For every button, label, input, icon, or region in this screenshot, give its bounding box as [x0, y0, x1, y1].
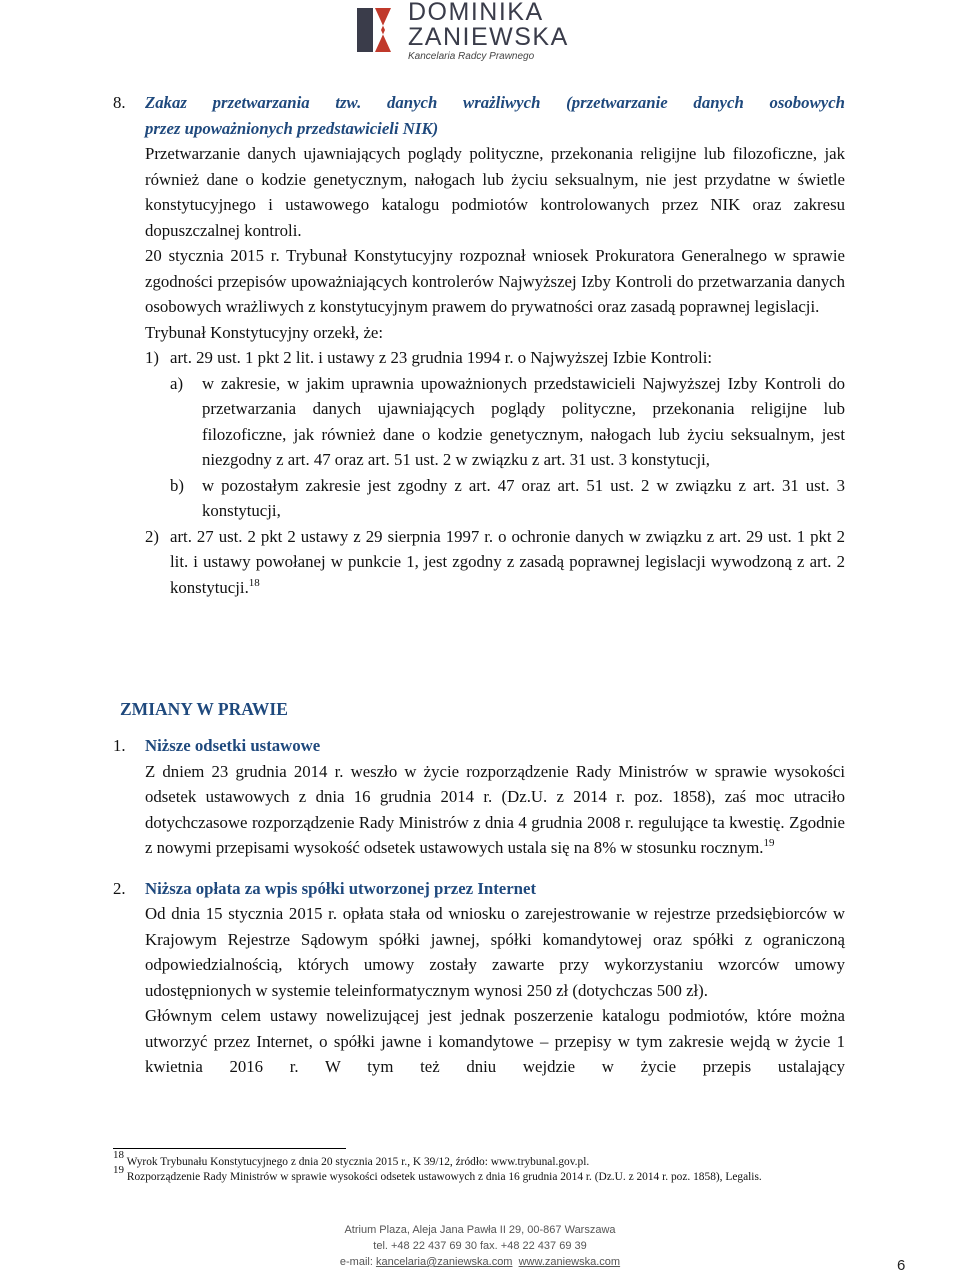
footnote-18: $^{18}$ Wyrok Trybunału Konstytucyjnego z dnia 20 stycznia 2015 r., K 39/12, źródło: www.trybunal.gov.pl.: [113, 1149, 590, 1168]
footer-contact: e-mail: kancelaria@zaniewska.com www.zaniewska.com: [339, 1256, 621, 1268]
footnotes: [113, 1149, 845, 1184]
ruling-item-1: 1) art. 29 ust. 1 pkt 2 lit. i ustawy z 23 grudnia 1994 r. o Najwyższej Izbie Kontroli:: [145, 348, 713, 367]
company-logo: [355, 0, 605, 60]
logo-name: DOMINIKA ZANIEWSKA: [408, 0, 569, 51]
logo-subtitle: Kancelaria Radcy Prawnego: [408, 51, 535, 62]
footnote-divider: [113, 1148, 346, 1149]
ruling-intro: Trybunał Konstytucyjny orzekł, że:: [145, 322, 384, 342]
footnote-19: $^{19}$ Rozporządzenie Rady Ministrów w sprawie wysokości odsetek ustawowych z dnia 16 grudnia 2014 r. (Dz.U. z 2014 r. poz. 1858), Legalis.: [113, 1163, 762, 1183]
footnote-ref-18[interactable]: 18: [248, 576, 260, 589]
footer-phone: tel. +48 22 437 69 30 fax. +48 22 437 69 39: [373, 1240, 587, 1252]
footnote-ref-19[interactable]: 19: [763, 837, 775, 849]
footer-email-link[interactable]: kancelaria@zaniewska.com: [375, 1256, 513, 1268]
section-8-intro: Przetwarzanie danych ujawniających poglądy polityczne, przekonania religijne lub filozoficzne, jak również dane o kodzie genetycznym, nałogach lub życiu seksualnym, nie jest przydatne w świetle konstytucyjnego i ustawowego katalogu podmiotów kontrolowanych przez NIK oraz zakresu dopuszczalnej kontroli.: [145, 144, 845, 240]
change-item-2: 2. Niższa opłata za wpis spółki utworzonej przez Internet Od dnia 15 stycznia 2015 r. opłata stała od wniosku o zarejestrowanie w rejestrze przedsiębiorców w Krajowym Rejestrze Sądowym spółki jawnej, spółki komandytowej oraz spółki z ograniczoną odpowiedzialnością, których umowy zostały zawarte przy wykorzystaniu wzorców umowy udostępnionych w systemie teleinformatycznym wynosi 250 zł (dotychczas 500 zł). Głównym celem ustawy nowelizującej jest jednak poszerzenie katalogu podmiotów, które można utworzyć przez Internet, o spółki jawne i komandytowe – przepisy w tym zakresie wejdą w życie 1 kwietnia 2016 r. W tym też dniu wejdzie w życie przepis ustalający: [113, 876, 845, 1080]
page-number: 6: [897, 1257, 906, 1274]
ruling-item-2: 2) art. 27 ust. 2 pkt 2 ustawy z 29 sierpnia 1997 r. o ochronie danych w związku z art. 29 ust. 1 pkt 2 lit. i ustawy powołanej w punkcie 1, jest zgodny z zasadą poprawnej legislacji wywodzoną z art. 2 konstytucji.$^{18}$: [145, 526, 845, 597]
change-item-1-title: Niższe odsetki ustawowe: [145, 736, 321, 755]
section-number: 8.: [113, 93, 126, 112]
page-footer: [0, 1222, 960, 1270]
logo-mark-icon: [355, 4, 397, 56]
ruling-item-1a: a) w zakresie, w jakim uprawnia upoważnionych przedstawicieli Najwyższej Izby Kontroli do przetwarzania danych ujawniających poglądy polityczne, przekonania religijne lub filozoficzne, jak również dane o kodzie genetycznym, nałogach lub życiu seksualnym, jest niezgodny z art. 47 oraz art. 51 ust. 2 w związku z art. 31 ust. 3 konstytucji,: [170, 373, 845, 469]
section-8-title: 8. Zakaz przetwarzania tzw. danych wrażliwych (przetwarzanie danych osobowych przez upoważnionych przedstawicieli NIK): [113, 90, 845, 141]
change-item-2-title: Niższa opłata za wpis spółki utworzonej przez Internet: [145, 878, 537, 898]
changes-section: [113, 733, 845, 1080]
footer-website-link[interactable]: www.zaniewska.com: [518, 1256, 621, 1268]
change-item-1: 1. Niższe odsetki ustawowe Z dniem 23 grudnia 2014 r. weszło w życie rozporządzenie Rady Ministrów w sprawie wysokości odsetek ustawowych z dnia 16 grudnia 2014 r. (Dz.U. z 2014 r. poz. 1858), zaś moc utraciło dotychczasowe rozporządzenie Rady Ministrów z dnia 4 grudnia 2008 r. regulujące ta kwestię. Zgodnie z nowymi przepisami wysokość odsetek ustawowych ustala się na 8% w stosunku rocznym.$^{19}$: [113, 733, 845, 861]
ruling-item-1b: b) w pozostałym zakresie jest zgodny z art. 47 oraz art. 51 ust. 2 w związku z art. 31 ust. 3 konstytucji,: [170, 475, 845, 520]
footer-address: Atrium Plaza, Aleja Jana Pawła II 29, 00-867 Warszawa: [344, 1224, 616, 1236]
section-8: [113, 90, 845, 600]
section-8-para2: 20 stycznia 2015 r. Trybunał Konstytucyjny rozpoznał wniosek Prokuratora Generalnego w sprawie zgodności przepisów upoważniających kontrolerów Najwyższej Izby Kontroli do przetwarzania danych osobowych wrażliwych z konstytucyjnym prawem do prywatności oraz zasadą poprawnej legislacji.: [145, 246, 845, 316]
changes-heading: ZMIANY W PRAWIE: [120, 699, 288, 719]
